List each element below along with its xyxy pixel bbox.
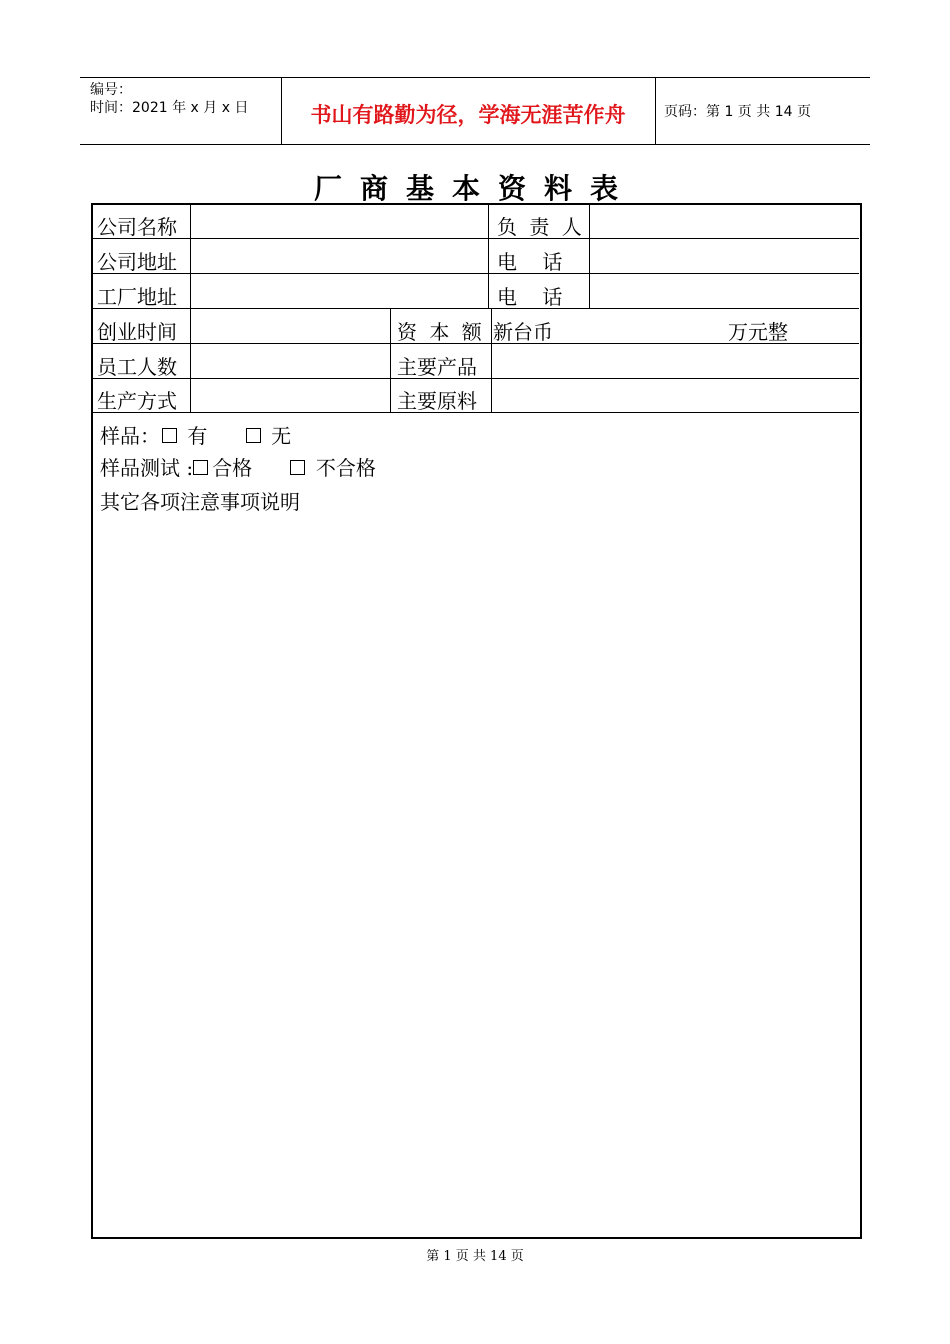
label-capital: 资 本 额 bbox=[397, 320, 482, 344]
header-divider-right bbox=[655, 77, 656, 144]
label-founded: 创业时间 bbox=[97, 320, 177, 344]
label-factory-address: 工厂地址 bbox=[97, 285, 177, 309]
capital-unit-label: 万元整 bbox=[728, 320, 788, 344]
label-employees: 员工人数 bbox=[97, 355, 177, 379]
row-line-3 bbox=[92, 308, 859, 309]
samples-row bbox=[100, 424, 291, 448]
label-main-products: 主要产品 bbox=[397, 355, 477, 379]
production-method-field[interactable] bbox=[192, 380, 389, 411]
col-line-mid-top bbox=[488, 205, 489, 308]
row-line-2 bbox=[92, 273, 859, 274]
notes-label: 其它各项注意事项说明 bbox=[100, 490, 300, 514]
currency-label: 新台币 bbox=[493, 320, 553, 344]
test-fail-checkbox[interactable] bbox=[290, 460, 305, 475]
test-fail-label: 不合格 bbox=[315, 456, 376, 480]
samples-yes-checkbox[interactable] bbox=[162, 428, 177, 443]
header-top-rule bbox=[80, 77, 870, 78]
sample-test-row bbox=[100, 456, 376, 480]
col-line-right-bottom bbox=[491, 308, 492, 412]
main-products-field[interactable] bbox=[493, 345, 857, 377]
label-company-address: 公司地址 bbox=[97, 250, 177, 274]
motto-banner: 书山有路勤为径，学海无涯苦作舟 bbox=[310, 103, 626, 127]
sample-test-label: 样品测试 : bbox=[100, 456, 194, 480]
label-company-name: 公司名称 bbox=[97, 215, 177, 239]
col-line-right-top bbox=[589, 205, 590, 308]
test-pass-checkbox[interactable] bbox=[193, 460, 208, 475]
phone-2-field[interactable] bbox=[591, 275, 857, 307]
samples-no-checkbox[interactable] bbox=[246, 428, 261, 443]
col-line-mid-bottom bbox=[390, 308, 391, 412]
factory-address-field[interactable] bbox=[192, 275, 487, 307]
notes-field[interactable] bbox=[94, 520, 857, 1232]
phone-1-field[interactable] bbox=[591, 240, 857, 272]
samples-label: 样品： bbox=[100, 424, 160, 448]
samples-yes-label: 有 bbox=[187, 424, 208, 448]
company-address-field[interactable] bbox=[192, 240, 487, 272]
company-name-field[interactable] bbox=[192, 206, 487, 237]
test-pass-label: 合格 bbox=[212, 456, 253, 480]
page-info: 页码：第 1 页 共 14 页 bbox=[664, 104, 811, 120]
samples-no-label: 无 bbox=[271, 424, 292, 448]
label-phone-1: 电 话 bbox=[497, 250, 563, 274]
doc-number-label: 编号： bbox=[90, 82, 132, 98]
form-title: 厂商基本资料表 bbox=[313, 172, 636, 205]
main-materials-field[interactable] bbox=[493, 380, 857, 411]
page-footer: 第 1 页 共 14 页 bbox=[426, 1249, 524, 1264]
person-in-charge-field[interactable] bbox=[591, 206, 857, 237]
employees-field[interactable] bbox=[192, 345, 389, 377]
label-main-materials: 主要原料 bbox=[397, 389, 477, 413]
col-line-label bbox=[190, 205, 191, 412]
doc-time-label: 时间：2021 年 x 月 x 日 bbox=[90, 100, 249, 116]
label-person-in-charge: 负 责 人 bbox=[497, 215, 582, 239]
label-production-method: 生产方式 bbox=[97, 389, 177, 413]
row-line-1 bbox=[92, 238, 859, 239]
label-phone-2: 电 话 bbox=[497, 285, 563, 309]
header-bottom-rule bbox=[80, 144, 870, 145]
founded-field[interactable] bbox=[192, 310, 389, 342]
